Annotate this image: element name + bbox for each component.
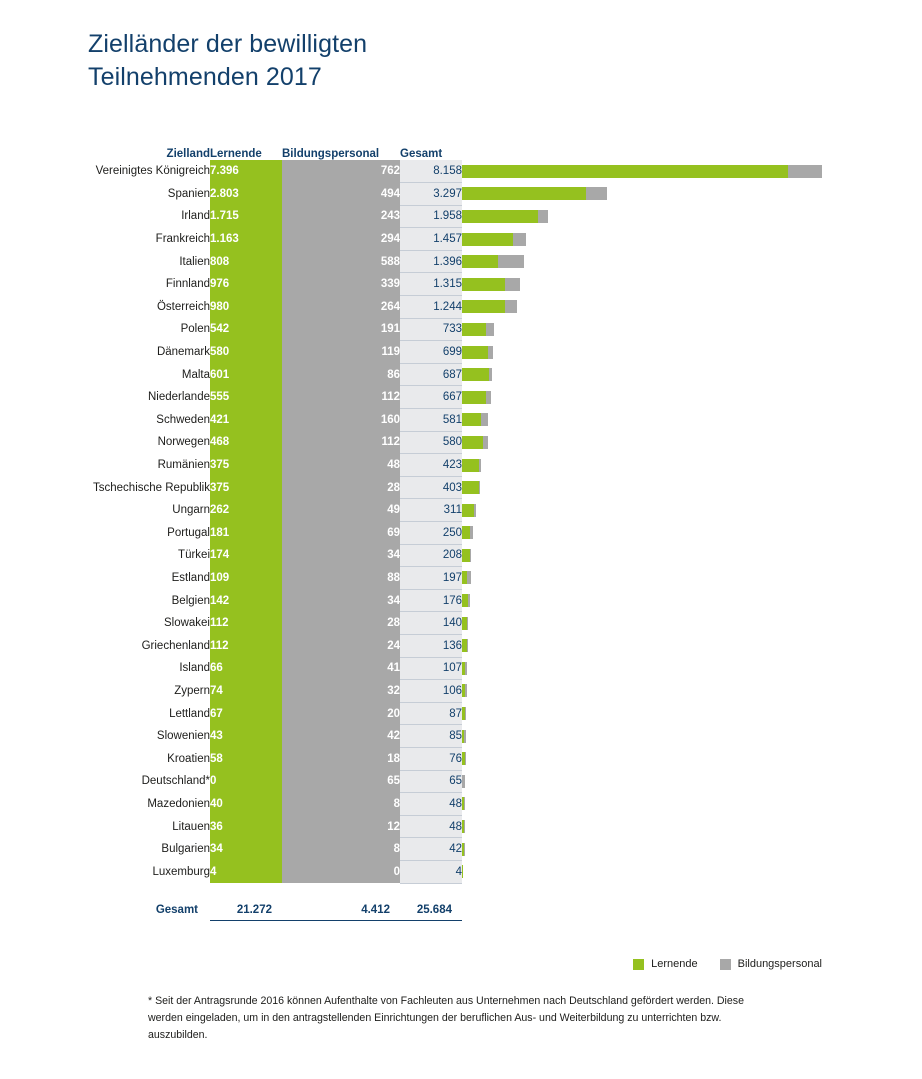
row-value-lernende: 468 — [210, 431, 282, 454]
row-value-lernende: 980 — [210, 296, 282, 319]
totals-bildungspersonal: 4.412 — [282, 890, 400, 921]
bar-segment-bildungspersonal — [498, 255, 524, 268]
row-value-gesamt: 250 — [400, 522, 462, 545]
row-value-lernende: 0 — [210, 770, 282, 793]
bar-segment-bildungspersonal — [479, 481, 480, 494]
row-value-gesamt: 197 — [400, 567, 462, 590]
row-value-lernende: 2.803 — [210, 183, 282, 206]
row-value-lernende: 580 — [210, 341, 282, 364]
row-value-gesamt: 311 — [400, 499, 462, 522]
table-row — [88, 183, 882, 206]
row-value-gesamt: 48 — [400, 815, 462, 838]
column-header-gesamt: Gesamt — [400, 148, 443, 160]
row-bar-cell — [462, 409, 882, 432]
row-bar-cell — [462, 838, 882, 861]
row-country-label: Deutschland* — [141, 775, 210, 788]
table-row — [88, 341, 882, 364]
row-value-gesamt: 4 — [400, 860, 462, 883]
row-value-gesamt: 687 — [400, 363, 462, 386]
row-bar-cell — [462, 702, 882, 725]
row-bar-cell — [462, 499, 882, 522]
row-value-gesamt: 1.958 — [400, 205, 462, 228]
table-row — [88, 454, 882, 477]
row-country-label: Griechenland — [141, 639, 210, 652]
table-row — [88, 363, 882, 386]
bar-segment-bildungspersonal — [468, 594, 470, 607]
row-value-lernende: 7.396 — [210, 160, 282, 183]
row-value-gesamt: 48 — [400, 793, 462, 816]
page-title-line-1: Zielländer der bewilligten — [88, 30, 368, 58]
row-country-label: Frankreich — [155, 233, 210, 246]
row-value-gesamt: 1.457 — [400, 228, 462, 251]
stacked-bar — [462, 797, 882, 810]
row-value-gesamt: 699 — [400, 341, 462, 364]
stacked-bar — [462, 233, 882, 246]
row-bar-cell — [462, 567, 882, 590]
bar-segment-lernende — [462, 323, 486, 336]
row-country-label: Estland — [171, 571, 210, 584]
row-bar-cell — [462, 634, 882, 657]
legend-label: Bildungspersonal — [737, 958, 822, 970]
row-value-bildungspersonal: 28 — [282, 476, 400, 499]
row-value-lernende: 542 — [210, 318, 282, 341]
bar-segment-lernende — [462, 504, 474, 517]
row-value-gesamt: 403 — [400, 476, 462, 499]
row-value-bildungspersonal: 34 — [282, 544, 400, 567]
row-value-gesamt: 106 — [400, 680, 462, 703]
row-value-lernende: 601 — [210, 363, 282, 386]
table-row — [88, 318, 882, 341]
table-row — [88, 634, 882, 657]
row-value-bildungspersonal: 494 — [282, 183, 400, 206]
stacked-bar — [462, 459, 882, 472]
stacked-bar — [462, 323, 882, 336]
table-row — [88, 476, 882, 499]
table-row — [88, 499, 882, 522]
row-value-gesamt: 76 — [400, 747, 462, 770]
stacked-bar — [462, 526, 882, 539]
stacked-bar — [462, 255, 882, 268]
row-value-lernende: 181 — [210, 522, 282, 545]
row-bar-cell — [462, 431, 882, 454]
bar-segment-bildungspersonal — [462, 775, 465, 788]
stacked-bar — [462, 639, 882, 652]
row-bar-cell — [462, 386, 882, 409]
row-value-gesamt: 42 — [400, 838, 462, 861]
table-row — [88, 160, 882, 183]
row-value-bildungspersonal: 294 — [282, 228, 400, 251]
row-bar-cell — [462, 522, 882, 545]
row-value-lernende: 375 — [210, 476, 282, 499]
row-value-lernende: 36 — [210, 815, 282, 838]
table-row — [88, 522, 882, 545]
row-bar-cell — [462, 476, 882, 499]
row-bar-cell — [462, 612, 882, 635]
bar-segment-bildungspersonal — [486, 323, 494, 336]
row-bar-cell — [462, 747, 882, 770]
row-value-gesamt: 1.244 — [400, 296, 462, 319]
page-title — [88, 28, 688, 94]
row-country-label: Irland — [181, 210, 210, 223]
legend-swatch-icon — [720, 959, 731, 970]
stacked-bar — [462, 481, 882, 494]
table-row — [88, 793, 882, 816]
column-header-zielland: Zielland — [166, 148, 210, 160]
row-bar-cell — [462, 205, 882, 228]
table-row — [88, 273, 882, 296]
stacked-bar — [462, 752, 882, 765]
row-value-lernende: 109 — [210, 567, 282, 590]
bar-segment-lernende — [462, 210, 538, 223]
footnote: * Seit der Antragsrunde 2016 können Aufenthalte von Fachleuten aus Unternehmen nach Deutschland gefördert werden. Diese werden eingeladen, um in den antragstellenden Einrichtungen der beruflichen Aus- und Weiterbildung zu unterrichten bzw. auszubilden. — [148, 995, 744, 1042]
bar-segment-bildungspersonal — [470, 526, 473, 539]
row-bar-cell — [462, 250, 882, 273]
row-country-label: Finnland — [165, 278, 210, 291]
row-value-lernende: 43 — [210, 725, 282, 748]
bar-segment-bildungspersonal — [788, 165, 822, 178]
row-value-lernende: 34 — [210, 838, 282, 861]
bar-segment-bildungspersonal — [467, 571, 471, 584]
bar-segment-lernende — [462, 165, 788, 178]
row-country-label: Belgien — [171, 594, 210, 607]
bar-segment-bildungspersonal — [470, 549, 472, 562]
row-value-gesamt: 140 — [400, 612, 462, 635]
stacked-bar — [462, 436, 882, 449]
row-bar-cell — [462, 725, 882, 748]
row-value-bildungspersonal: 0 — [282, 860, 400, 883]
table-row — [88, 589, 882, 612]
row-bar-cell — [462, 680, 882, 703]
row-value-bildungspersonal: 34 — [282, 589, 400, 612]
row-value-bildungspersonal: 762 — [282, 160, 400, 183]
row-value-bildungspersonal: 18 — [282, 747, 400, 770]
row-country-label: Italien — [179, 255, 210, 268]
stacked-bar — [462, 504, 882, 517]
row-bar-cell — [462, 770, 882, 793]
row-value-lernende: 1.715 — [210, 205, 282, 228]
bar-segment-lernende — [462, 391, 486, 404]
row-country-label: Litauen — [172, 820, 210, 833]
bar-segment-lernende — [462, 233, 513, 246]
row-value-gesamt: 8.158 — [400, 160, 462, 183]
totals-row — [88, 890, 882, 921]
table-row — [88, 770, 882, 793]
row-value-bildungspersonal: 86 — [282, 363, 400, 386]
bar-segment-bildungspersonal — [474, 504, 476, 517]
row-value-bildungspersonal: 8 — [282, 838, 400, 861]
table-row — [88, 657, 882, 680]
row-value-bildungspersonal: 160 — [282, 409, 400, 432]
row-value-lernende: 112 — [210, 634, 282, 657]
bar-segment-bildungspersonal — [538, 210, 549, 223]
bar-segment-lernende — [462, 549, 470, 562]
row-country-label: Türkei — [178, 549, 210, 562]
bar-segment-lernende — [462, 346, 488, 359]
row-value-lernende: 74 — [210, 680, 282, 703]
bar-segment-lernende — [462, 187, 586, 200]
totals-bars-spacer — [462, 890, 882, 921]
row-country-label: Rumänien — [157, 459, 210, 472]
row-value-gesamt: 208 — [400, 544, 462, 567]
table-row — [88, 544, 882, 567]
row-value-gesamt: 176 — [400, 589, 462, 612]
row-value-lernende: 1.163 — [210, 228, 282, 251]
row-value-gesamt: 65 — [400, 770, 462, 793]
row-value-bildungspersonal: 112 — [282, 431, 400, 454]
stacked-bar — [462, 278, 882, 291]
bar-segment-bildungspersonal — [467, 639, 468, 652]
column-header-lernende: Lernende — [210, 148, 262, 160]
row-value-lernende: 40 — [210, 793, 282, 816]
row-country-label: Österreich — [156, 300, 210, 313]
legend-item — [633, 958, 698, 970]
table-row — [88, 205, 882, 228]
row-value-bildungspersonal: 24 — [282, 634, 400, 657]
row-country-label: Malta — [181, 368, 210, 381]
legend-swatch-icon — [633, 959, 644, 970]
row-country-label: Norwegen — [157, 436, 210, 449]
bar-segment-lernende — [462, 459, 479, 472]
stacked-bar — [462, 684, 882, 697]
row-value-bildungspersonal: 191 — [282, 318, 400, 341]
row-bar-cell — [462, 454, 882, 477]
bar-segment-bildungspersonal — [505, 278, 520, 291]
row-bar-cell — [462, 273, 882, 296]
stacked-bar — [462, 865, 882, 878]
row-bar-cell — [462, 657, 882, 680]
bar-segment-lernende — [462, 436, 483, 449]
row-country-label: Lettland — [169, 707, 210, 720]
row-value-bildungspersonal: 28 — [282, 612, 400, 635]
bar-segment-bildungspersonal — [481, 413, 488, 426]
table-row — [88, 838, 882, 861]
row-value-lernende: 58 — [210, 747, 282, 770]
row-value-gesamt: 580 — [400, 431, 462, 454]
table-row — [88, 725, 882, 748]
bar-segment-bildungspersonal — [467, 617, 468, 630]
row-bar-cell — [462, 341, 882, 364]
column-header-bildungspersonal: Bildungspersonal — [282, 148, 380, 160]
row-bar-cell — [462, 160, 882, 183]
row-value-lernende: 112 — [210, 612, 282, 635]
table-header — [88, 148, 882, 160]
row-value-gesamt: 3.297 — [400, 183, 462, 206]
stacked-bar — [462, 571, 882, 584]
table-row — [88, 747, 882, 770]
totals-label: Gesamt — [155, 903, 198, 916]
table-row — [88, 680, 882, 703]
stacked-bar — [462, 346, 882, 359]
row-value-lernende: 555 — [210, 386, 282, 409]
row-value-bildungspersonal: 264 — [282, 296, 400, 319]
row-country-label: Vereinigtes Königreich — [95, 165, 210, 178]
row-value-lernende: 174 — [210, 544, 282, 567]
chart-legend — [88, 958, 822, 970]
row-value-bildungspersonal: 112 — [282, 386, 400, 409]
row-value-lernende: 808 — [210, 250, 282, 273]
bar-segment-bildungspersonal — [464, 820, 465, 833]
row-country-label: Kroatien — [167, 752, 210, 765]
bar-segment-bildungspersonal — [479, 459, 481, 472]
row-value-bildungspersonal: 42 — [282, 725, 400, 748]
data-table — [88, 148, 882, 884]
row-country-label: Slowenien — [156, 730, 210, 743]
row-value-lernende: 4 — [210, 860, 282, 883]
row-value-bildungspersonal: 41 — [282, 657, 400, 680]
stacked-bar — [462, 594, 882, 607]
row-value-gesamt: 1.396 — [400, 250, 462, 273]
chart-container — [88, 148, 888, 921]
totals-lernende: 21.272 — [210, 890, 282, 921]
row-country-label: Bulgarien — [161, 843, 210, 856]
row-value-gesamt: 423 — [400, 454, 462, 477]
table-row — [88, 228, 882, 251]
table-body — [88, 160, 882, 883]
row-value-gesamt: 85 — [400, 725, 462, 748]
table-row — [88, 296, 882, 319]
row-value-bildungspersonal: 243 — [282, 205, 400, 228]
legend-item — [720, 958, 822, 970]
row-value-lernende: 976 — [210, 273, 282, 296]
bar-segment-bildungspersonal — [465, 752, 466, 765]
table-row — [88, 409, 882, 432]
row-bar-cell — [462, 318, 882, 341]
stacked-bar — [462, 413, 882, 426]
row-bar-cell — [462, 228, 882, 251]
bar-segment-lernende — [462, 526, 470, 539]
table-row — [88, 860, 882, 883]
row-value-lernende: 375 — [210, 454, 282, 477]
table-row — [88, 386, 882, 409]
bar-segment-lernende — [462, 255, 498, 268]
row-value-gesamt: 87 — [400, 702, 462, 725]
row-bar-cell — [462, 183, 882, 206]
page-title-line-2: Teilnehmenden 2017 — [88, 63, 322, 91]
bar-segment-bildungspersonal — [486, 391, 491, 404]
row-bar-cell — [462, 793, 882, 816]
bar-segment-bildungspersonal — [488, 346, 493, 359]
bar-segment-bildungspersonal — [464, 730, 466, 743]
bar-segment-bildungspersonal — [513, 233, 526, 246]
row-value-bildungspersonal: 12 — [282, 815, 400, 838]
totals-gesamt: 25.684 — [400, 890, 462, 921]
row-bar-cell — [462, 815, 882, 838]
table-row — [88, 250, 882, 273]
table-row — [88, 431, 882, 454]
row-value-gesamt: 1.315 — [400, 273, 462, 296]
row-bar-cell — [462, 589, 882, 612]
bar-segment-bildungspersonal — [586, 187, 608, 200]
row-value-bildungspersonal: 65 — [282, 770, 400, 793]
row-bar-cell — [462, 363, 882, 386]
row-bar-cell — [462, 544, 882, 567]
row-value-gesamt: 667 — [400, 386, 462, 409]
row-value-lernende: 67 — [210, 702, 282, 725]
row-value-bildungspersonal: 69 — [282, 522, 400, 545]
row-value-gesamt: 581 — [400, 409, 462, 432]
row-value-bildungspersonal: 49 — [282, 499, 400, 522]
stacked-bar — [462, 843, 882, 856]
row-country-label: Niederlande — [147, 391, 210, 404]
stacked-bar — [462, 210, 882, 223]
stacked-bar — [462, 368, 882, 381]
table-row — [88, 612, 882, 635]
row-value-bildungspersonal: 48 — [282, 454, 400, 477]
stacked-bar — [462, 730, 882, 743]
row-value-bildungspersonal: 588 — [282, 250, 400, 273]
bar-segment-bildungspersonal — [465, 662, 467, 675]
row-country-label: Island — [179, 662, 210, 675]
row-value-gesamt: 136 — [400, 634, 462, 657]
stacked-bar — [462, 165, 882, 178]
bar-segment-bildungspersonal — [489, 368, 493, 381]
row-country-label: Spanien — [167, 187, 210, 200]
stacked-bar — [462, 187, 882, 200]
row-value-lernende: 66 — [210, 657, 282, 680]
stacked-bar — [462, 617, 882, 630]
row-value-gesamt: 107 — [400, 657, 462, 680]
bar-segment-bildungspersonal — [465, 684, 466, 697]
row-value-lernende: 262 — [210, 499, 282, 522]
stacked-bar — [462, 549, 882, 562]
row-bar-cell — [462, 860, 882, 883]
bar-segment-bildungspersonal — [483, 436, 488, 449]
row-value-bildungspersonal: 339 — [282, 273, 400, 296]
bar-segment-lernende — [462, 368, 489, 381]
legend-label: Lernende — [651, 958, 698, 970]
table-row — [88, 702, 882, 725]
bar-segment-lernende — [462, 413, 481, 426]
row-bar-cell — [462, 296, 882, 319]
bar-segment-bildungspersonal — [505, 300, 517, 313]
row-value-bildungspersonal: 32 — [282, 680, 400, 703]
row-country-label: Zypern — [174, 684, 210, 697]
row-country-label: Slowakei — [163, 617, 210, 630]
bar-segment-bildungspersonal — [465, 707, 466, 720]
stacked-bar — [462, 820, 882, 833]
row-country-label: Schweden — [156, 413, 210, 426]
row-value-gesamt: 733 — [400, 318, 462, 341]
row-country-label: Portugal — [167, 526, 210, 539]
bar-segment-lernende — [462, 278, 505, 291]
bar-segment-lernende — [462, 481, 479, 494]
stacked-bar — [462, 391, 882, 404]
row-value-bildungspersonal: 8 — [282, 793, 400, 816]
stacked-bar — [462, 707, 882, 720]
row-country-label: Dänemark — [156, 346, 210, 359]
stacked-bar — [462, 300, 882, 313]
table-row — [88, 567, 882, 590]
row-value-bildungspersonal: 119 — [282, 341, 400, 364]
row-value-bildungspersonal: 88 — [282, 567, 400, 590]
row-country-label: Luxemburg — [152, 865, 210, 878]
bar-segment-lernende — [462, 300, 505, 313]
stacked-bar — [462, 775, 882, 788]
table-row — [88, 815, 882, 838]
row-country-label: Ungarn — [172, 504, 210, 517]
row-value-lernende: 142 — [210, 589, 282, 612]
row-country-label: Tschechische Republik — [93, 481, 210, 494]
row-value-lernende: 421 — [210, 409, 282, 432]
column-header-bars — [462, 148, 882, 160]
row-country-label: Mazedonien — [147, 797, 210, 810]
stacked-bar — [462, 662, 882, 675]
row-country-label: Polen — [180, 323, 210, 336]
row-value-bildungspersonal: 20 — [282, 702, 400, 725]
